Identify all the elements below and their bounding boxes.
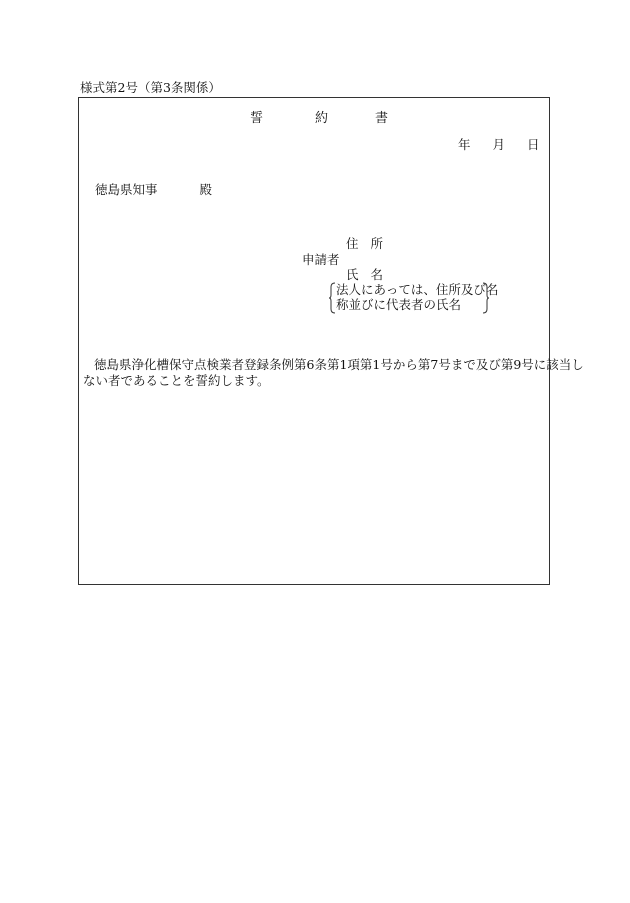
name-label-char-1: 氏 <box>346 267 359 282</box>
date-month-label: 月 <box>492 137 506 152</box>
pledge-text-line-2: ない者であることを誓約します。 <box>83 373 270 388</box>
address-label-char-1: 住 <box>346 236 359 251</box>
title-char-3: 書 <box>375 111 389 126</box>
address-label-char-2: 所 <box>370 236 384 251</box>
name-label-char-2: 名 <box>370 267 384 282</box>
title-char-1: 誓 <box>250 111 264 126</box>
form-number: 様式第2号（第3条関係） <box>80 80 221 95</box>
addressee <box>95 183 212 197</box>
corporation-note-line-2: 称並びに代表者の氏名 <box>336 297 462 312</box>
corporation-note <box>329 282 499 314</box>
address-label <box>346 237 383 251</box>
applicant-label: 申請者 <box>302 252 340 267</box>
date-day-label: 日 <box>527 137 540 152</box>
document-title <box>250 107 388 126</box>
addressee-name: 徳島県知事 <box>95 182 158 197</box>
form-frame <box>78 97 550 585</box>
date-year-label: 年 <box>458 137 471 152</box>
date-field <box>458 138 540 152</box>
corporation-note-line-1: 法人にあっては、住所及び名 <box>336 282 499 297</box>
addressee-honorific: 殿 <box>199 182 213 197</box>
name-label <box>346 268 383 282</box>
pledge-text-line-1: 徳島県浄化槽保守点検業者登録条例第6条第1項第1号から第7号まで及び第9号に該当し <box>94 357 584 372</box>
title-char-2: 約 <box>315 111 329 126</box>
